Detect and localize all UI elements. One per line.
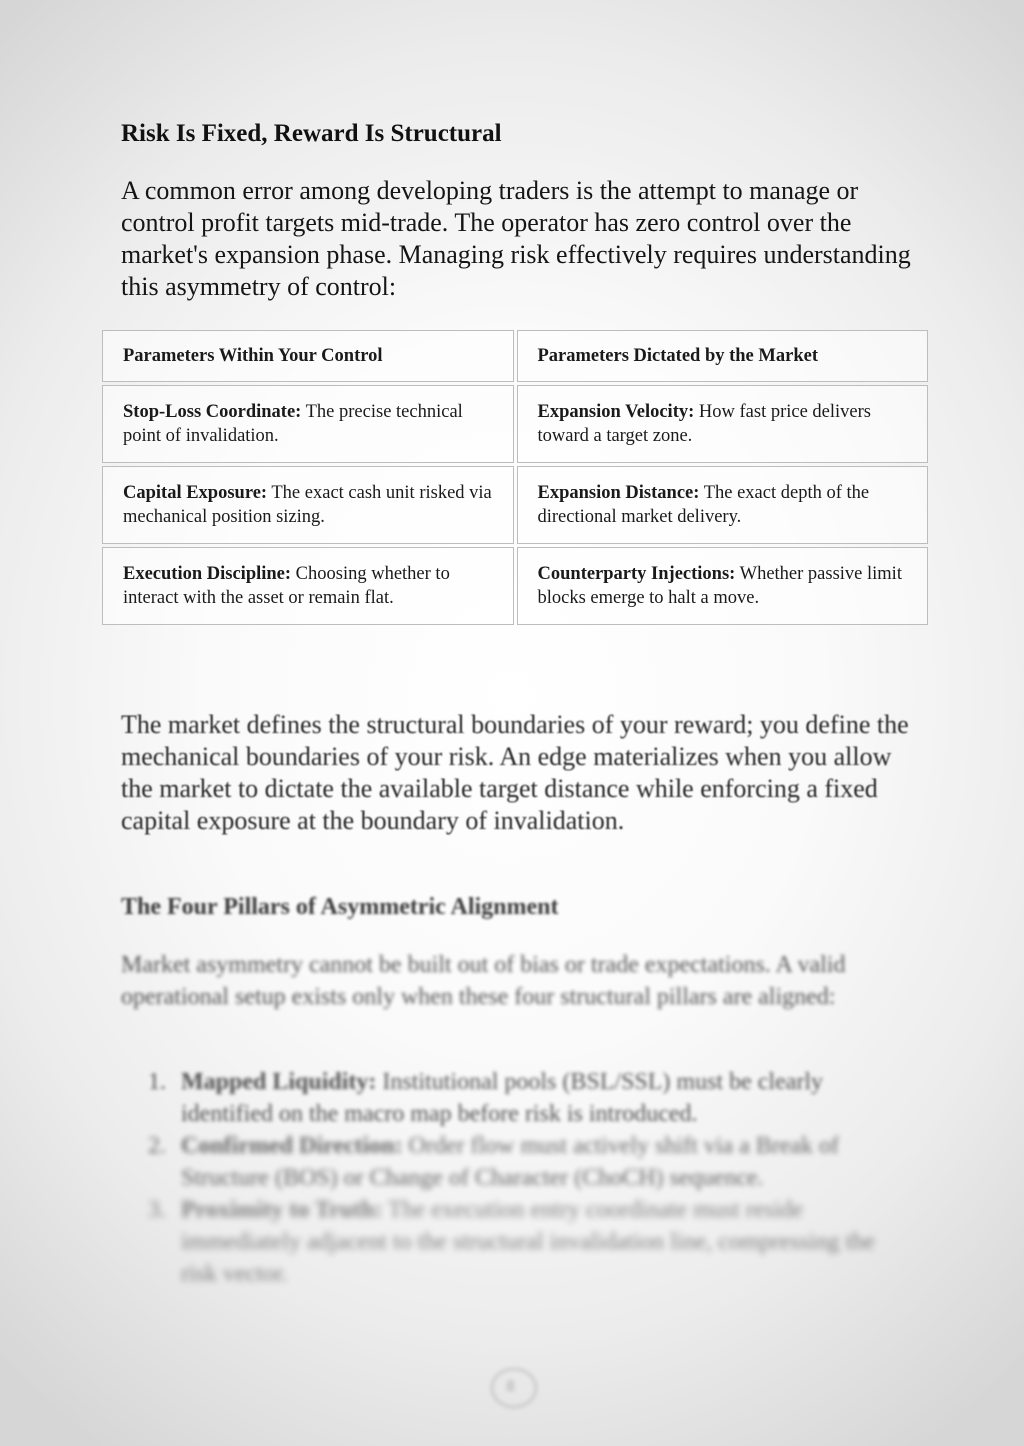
table-cell (102, 385, 514, 463)
cell-term: Expansion Distance: (537, 483, 700, 503)
list-item (148, 1066, 908, 1130)
cell-term: Counterparty Injections: (537, 564, 736, 584)
cell-desc: How fast price delivers toward a target zone. (537, 402, 871, 446)
list-item (148, 1194, 908, 1290)
pillar-desc: Order flow must actively shift via a Break of Structure (BOS) or Change of Character (ChoCH) sequence. (181, 1133, 840, 1191)
table-row (102, 385, 928, 463)
pillar-term: Mapped Liquidity: (181, 1069, 377, 1095)
page-number: 8 (506, 1379, 515, 1395)
table-row (102, 547, 928, 625)
table-header-market: Parameters Dictated by the Market (517, 330, 929, 382)
cell-desc: The exact cash unit risked via mechanical position sizing. (123, 483, 492, 527)
intro-paragraph: A common error among developing traders is the attempt to manage or control profit targets mid-trade. The operator has zero control over the market's expansion phase. Managing risk effectively requires understanding this asymmetry of control: (121, 176, 911, 301)
list-number: 3. (148, 1197, 166, 1223)
pillar-term: Confirmed Direction: (181, 1133, 403, 1159)
table-header-control: Parameters Within Your Control (102, 330, 514, 382)
table-row (102, 466, 928, 544)
section-heading-risk-fixed: Risk Is Fixed, Reward Is Structural (121, 120, 502, 147)
cell-term: Capital Exposure: (123, 483, 268, 503)
cell-desc: The precise technical point of invalidation. (123, 402, 463, 446)
cell-term: Stop-Loss Coordinate: (123, 402, 302, 422)
table-cell (517, 547, 929, 625)
cell-term: Expansion Velocity: (537, 402, 695, 422)
control-comparison-table (99, 327, 931, 628)
table-cell (102, 547, 514, 625)
pillar-desc: Institutional pools (BSL/SSL) must be clearly identified on the macro map before risk is introduced. (181, 1069, 824, 1127)
list-item (148, 1130, 908, 1194)
cell-term: Execution Discipline: (123, 564, 292, 584)
cell-desc: Choosing whether to interact with the asset or remain flat. (123, 564, 450, 608)
table-cell (517, 385, 929, 463)
cell-desc: Whether passive limit blocks emerge to halt a move. (537, 564, 902, 608)
list-number: 1. (148, 1069, 166, 1095)
list-number: 2. (148, 1133, 166, 1159)
outro-paragraph: The market defines the structural boundaries of your reward; you define the mechanical boundaries of your risk. An edge materializes when you allow the market to dictate the available target distance while enforcing a fixed capital exposure at the boundary of invalidation. (121, 710, 909, 835)
table-cell (102, 466, 514, 544)
cell-desc: The exact depth of the directional market delivery. (537, 483, 870, 527)
pillars-intro-paragraph: Market asymmetry cannot be built out of bias or trade expectations. A valid operational setup exists only when these four structural pillars are aligned: (121, 952, 846, 1010)
pillar-term: Proximity to Truth: (181, 1197, 383, 1223)
pillar-desc: The execution entry coordinate must reside immediately adjacent to the structural invalidation line, compressing the risk vector. (181, 1197, 875, 1287)
table-cell (517, 466, 929, 544)
pillars-list (148, 1066, 908, 1290)
page-number-mark (491, 1368, 537, 1408)
section-heading-four-pillars: The Four Pillars of Asymmetric Alignment (121, 894, 559, 920)
